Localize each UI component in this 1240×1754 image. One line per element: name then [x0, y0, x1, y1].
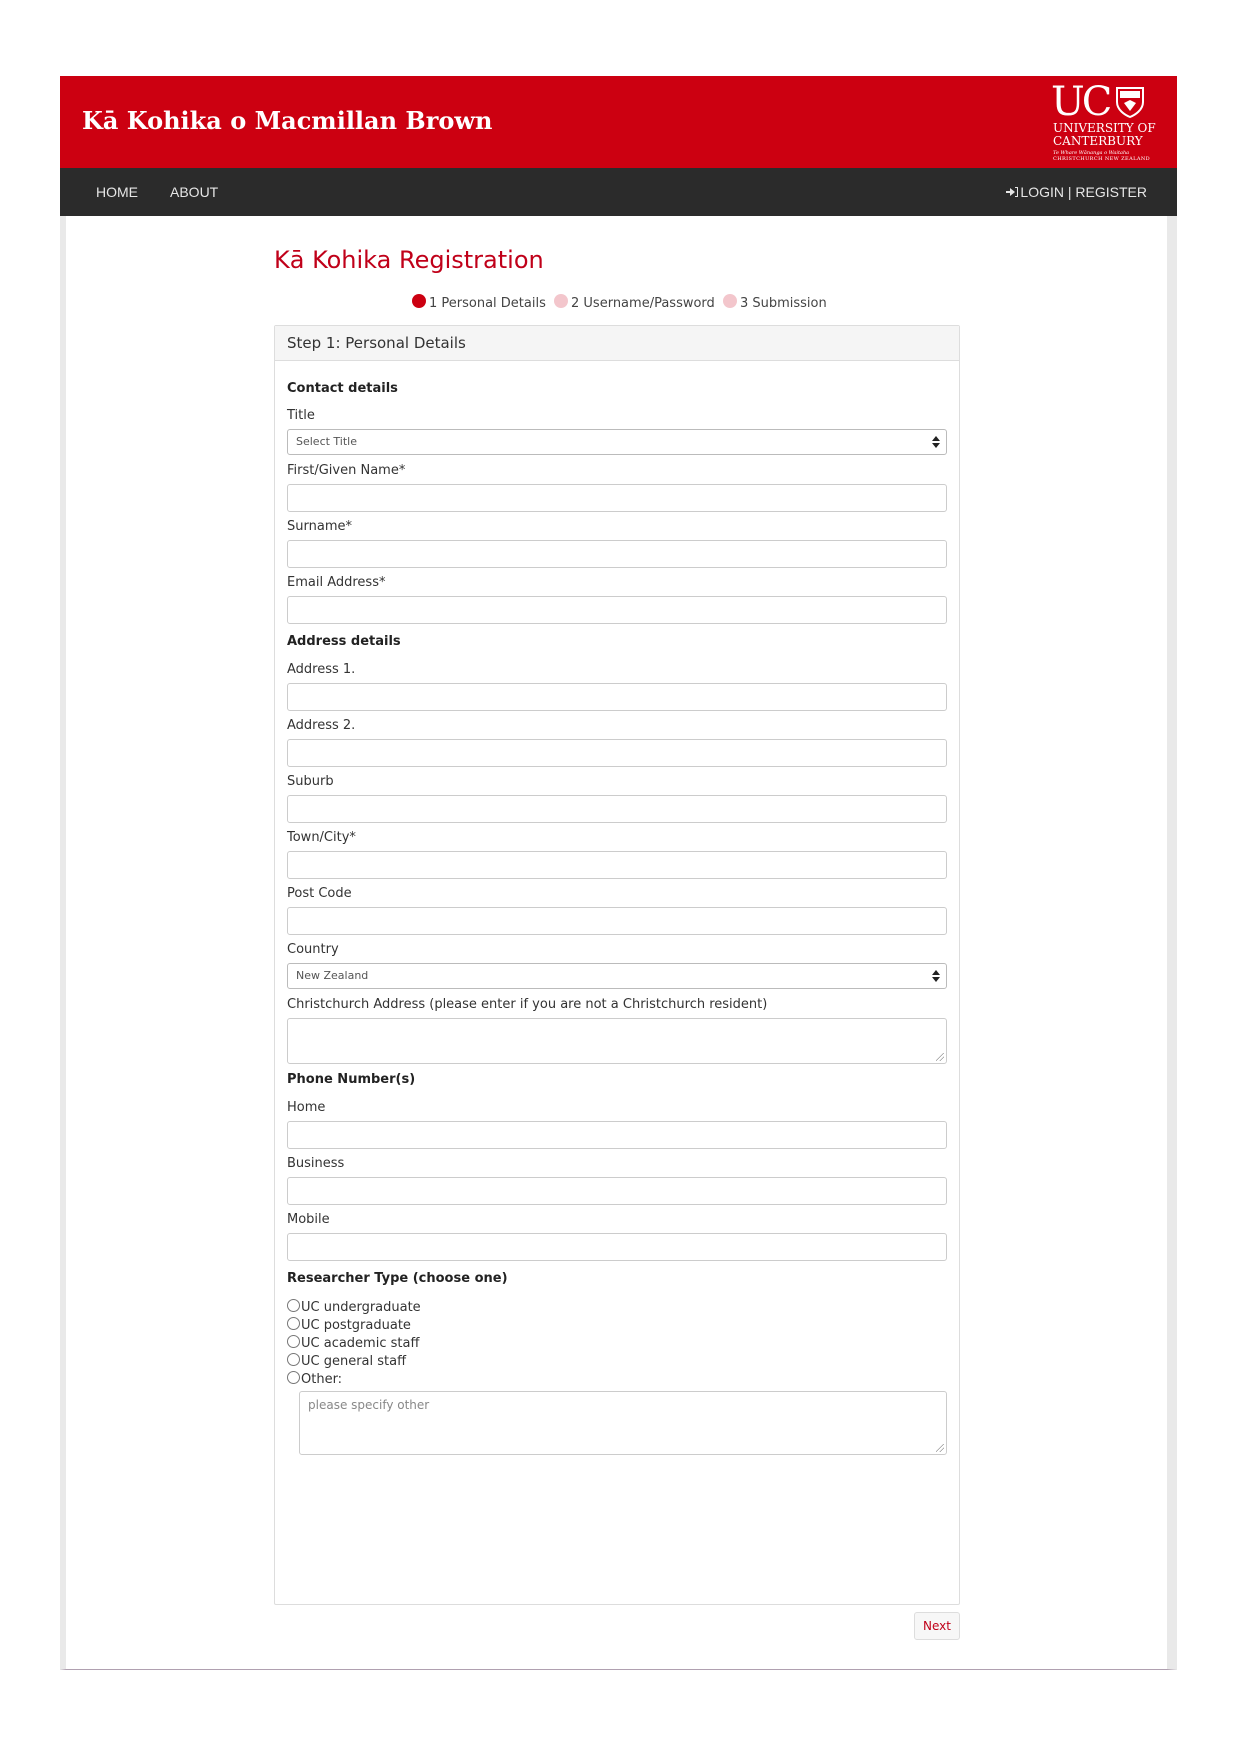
researcher-type-heading: Researcher Type (choose one)	[287, 1271, 508, 1286]
main-navbar	[60, 168, 1177, 216]
university-crest-icon	[1115, 86, 1145, 118]
email-input[interactable]	[287, 596, 947, 624]
nav-about-link[interactable]: ABOUT	[170, 184, 219, 200]
country-select-value: New Zealand	[296, 969, 369, 982]
mobile-phone-label: Mobile	[287, 1212, 330, 1227]
nav-separator: |	[1067, 184, 1072, 200]
address-details-heading: Address details	[287, 634, 401, 649]
suburb-label: Suburb	[287, 774, 334, 789]
step-label: 1 Personal Details	[429, 296, 546, 311]
post-code-input[interactable]	[287, 907, 947, 935]
nav-login-link[interactable]: LOGIN	[1020, 184, 1064, 200]
uc-logo-tagline1: Te Whare Wānanga o Waitaha	[1053, 150, 1130, 156]
radio-label: Other:	[301, 1372, 343, 1387]
sign-in-icon	[1006, 187, 1018, 197]
step-active-dot-icon	[412, 294, 426, 308]
radio-label: UC postgraduate	[301, 1318, 411, 1333]
uc-logo-tagline2: CHRISTCHURCH NEW ZEALAND	[1053, 156, 1151, 162]
country-select[interactable]	[287, 963, 947, 989]
christchurch-address-textarea[interactable]	[287, 1018, 947, 1064]
radio-uc-undergraduate[interactable]	[287, 1299, 421, 1315]
step-inactive-dot-icon	[723, 294, 737, 308]
email-label: Email Address*	[287, 575, 386, 590]
radio-label: UC undergraduate	[301, 1300, 421, 1315]
mobile-phone-input[interactable]	[287, 1233, 947, 1261]
town-city-label: Town/City*	[287, 830, 356, 845]
contact-details-heading: Contact details	[287, 381, 398, 396]
address1-label: Address 1.	[287, 662, 356, 677]
surname-label: Surname*	[287, 519, 352, 534]
surname-input[interactable]	[287, 540, 947, 568]
post-code-label: Post Code	[287, 886, 352, 901]
radio-uc-postgraduate[interactable]	[287, 1317, 411, 1333]
step-username-password	[554, 294, 715, 311]
home-phone-label: Home	[287, 1100, 326, 1115]
radio-uc-academic-staff[interactable]	[287, 1335, 419, 1351]
radio-button[interactable]	[287, 1353, 300, 1366]
address1-input[interactable]	[287, 683, 947, 711]
first-name-label: First/Given Name*	[287, 463, 406, 478]
radio-label: UC academic staff	[301, 1336, 420, 1351]
radio-other[interactable]	[287, 1371, 342, 1387]
step-label: 2 Username/Password	[571, 296, 715, 311]
phone-numbers-heading: Phone Number(s)	[287, 1072, 416, 1087]
christchurch-address-label: Christchurch Address (please enter if you are not a Christchurch resident)	[287, 997, 768, 1012]
step-personal-details	[412, 294, 546, 311]
uc-logo-line1: UNIVERSITY OF	[1053, 121, 1156, 135]
nav-home-link[interactable]: HOME	[96, 184, 138, 200]
radio-button[interactable]	[287, 1335, 300, 1348]
step-inactive-dot-icon	[554, 294, 568, 308]
next-button[interactable]: Next	[914, 1612, 960, 1640]
step-label: 3 Submission	[739, 296, 827, 311]
radio-button[interactable]	[287, 1299, 300, 1312]
resize-grip-icon[interactable]	[936, 1444, 944, 1452]
other-specify-textarea[interactable]	[299, 1391, 947, 1455]
country-label: Country	[287, 942, 339, 957]
uc-logo-line2: CANTERBURY	[1053, 134, 1143, 148]
nav-account-links	[1006, 184, 1147, 200]
title-label: Title	[287, 408, 315, 423]
site-title[interactable]: Kā Kohika o Macmillan Brown	[82, 106, 493, 135]
radio-label: UC general staff	[301, 1354, 407, 1369]
radio-button[interactable]	[287, 1317, 300, 1330]
step-submission	[723, 294, 827, 311]
title-select-value: Select Title	[296, 435, 358, 448]
suburb-input[interactable]	[287, 795, 947, 823]
nav-register-link[interactable]: REGISTER	[1075, 184, 1147, 200]
select-arrows-icon	[932, 970, 940, 982]
radio-button[interactable]	[287, 1371, 300, 1384]
uc-logo-mark: UC	[1051, 79, 1110, 125]
radio-uc-general-staff[interactable]	[287, 1353, 406, 1369]
business-phone-input[interactable]	[287, 1177, 947, 1205]
page-title: Kā Kohika Registration	[274, 246, 544, 274]
select-arrows-icon	[932, 436, 940, 448]
resize-grip-icon[interactable]	[936, 1053, 944, 1061]
business-phone-label: Business	[287, 1156, 345, 1171]
first-name-input[interactable]	[287, 484, 947, 512]
address2-input[interactable]	[287, 739, 947, 767]
site-header	[60, 76, 1177, 168]
other-specify-placeholder: please specify other	[308, 1398, 430, 1412]
uc-logo[interactable]	[1049, 79, 1156, 162]
title-select[interactable]	[287, 429, 947, 455]
town-city-input[interactable]	[287, 851, 947, 879]
panel-heading: Step 1: Personal Details	[275, 326, 959, 361]
home-phone-input[interactable]	[287, 1121, 947, 1149]
step-indicator	[412, 294, 831, 314]
personal-details-panel	[274, 325, 960, 1605]
address2-label: Address 2.	[287, 718, 356, 733]
